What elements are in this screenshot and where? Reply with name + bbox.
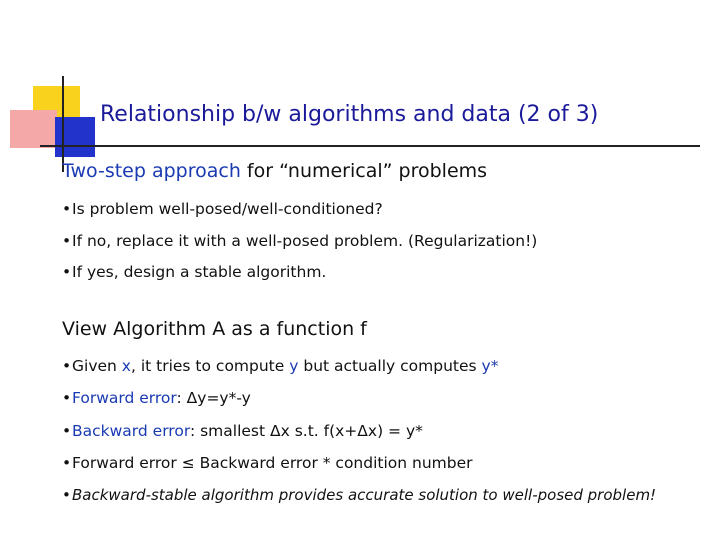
forward-error-def: : Δy=y*-y [176,389,251,407]
section2-heading: View Algorithm A as a function f [62,318,367,340]
backward-error-label: Backward error [72,422,190,440]
decor-vertical-line [62,76,64,172]
section1-heading-highlight: Two-step approach [62,160,241,182]
given-y: y [289,357,299,375]
bullet-backward-stable: •Backward-stable algorithm provides accurate solution to well-posed problem! [62,486,657,504]
bullet-3: •If yes, design a stable algorithm. [62,263,327,281]
bullet-3-text: If yes, design a stable algorithm. [72,263,327,281]
bullet-1-text: Is problem well-posed/well-conditioned? [72,200,383,218]
title-underline [40,145,700,147]
given-x: x [121,357,131,375]
backward-stable-text: Backward-stable algorithm provides accurate solution to well-posed problem! [72,486,657,504]
bullet-backward-error: •Backward error: smallest Δx s.t. f(x+Δx) = y* [62,422,423,440]
bullet-1: •Is problem well-posed/well-conditioned? [62,200,383,218]
bullet-2: •If no, replace it with a well-posed problem. (Regularization!) [62,232,538,250]
given-text-a: Given [72,357,122,375]
decor-blue-square [55,117,95,157]
forward-error-label: Forward error [72,389,177,407]
given-text-b: , it tries to compute [130,357,290,375]
section1-heading-rest: for “numerical” problems [240,160,488,182]
slide-title: Relationship b/w algorithms and data (2 of 3) [100,102,599,127]
bullet-2-text: If no, replace it with a well-posed problem. (Regularization!) [72,232,538,250]
bullet-error-bound: •Forward error ≤ Backward error * condition number [62,454,473,472]
bullet-forward-error: •Forward error: Δy=y*-y [62,389,251,407]
backward-error-def: : smallest Δx s.t. f(x+Δx) = y* [189,422,423,440]
given-ystar: y* [481,357,499,375]
decor-pink-square [10,110,57,148]
given-text-c: but actually computes [298,357,482,375]
section1-heading [62,160,487,182]
error-bound-text: Forward error ≤ Backward error * condition number [72,454,473,472]
bullet-given: •Given x, it tries to compute y but actually computes y* [62,357,499,375]
